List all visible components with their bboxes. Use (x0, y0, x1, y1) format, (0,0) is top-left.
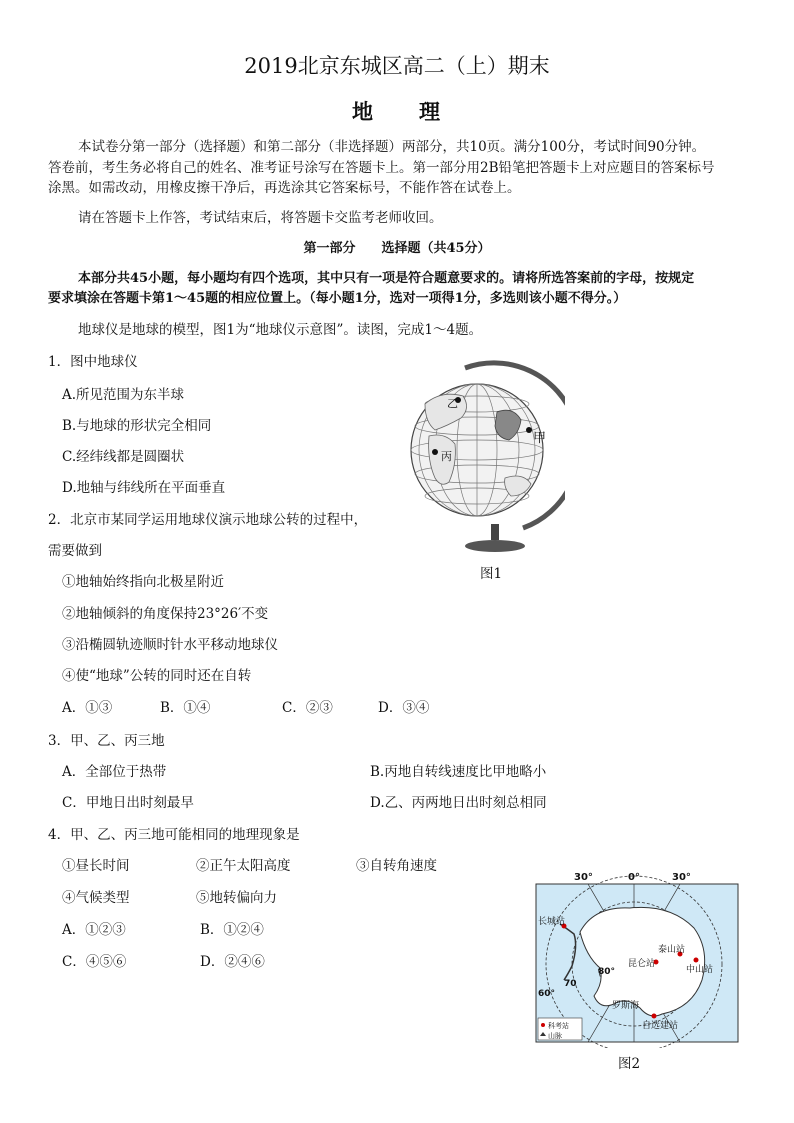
antarctica-map (530, 868, 744, 1048)
q4-item-3: ③自转角速度 (356, 858, 437, 874)
point-yi-label: 乙 (447, 397, 458, 410)
q1-option-b: B.与地球的形状完全相同 (62, 418, 212, 434)
q1-option-d: D.地轴与纬线所在平面垂直 (62, 480, 226, 496)
legend-station-label: 科考站 (548, 1022, 569, 1030)
lon-label-left: 30° (574, 872, 593, 883)
instructions-line-1: 本试卷分第一部分（选择题）和第二部分（非选择题）两部分，共10页。满分100分，考试时间90分钟。 (78, 139, 706, 155)
globe-stand-post (491, 524, 499, 540)
part1-desc-2: 要求填涂在答题卡第1～45题的相应位置上。（每小题1分，选对一项得1分，多选则该小题不得分。） (48, 291, 627, 306)
station-taishan-label: 泰山站 (658, 945, 686, 955)
part1-heading: 第一部分 选择题（共45分） (303, 241, 491, 256)
subject-char-b: 理 (419, 99, 442, 124)
q1-option-a: A.所见范围为东半球 (62, 387, 185, 403)
point-bing-label: 丙 (441, 450, 452, 463)
figure2-caption: 图2 (618, 1056, 641, 1072)
q4-option-b: B．①②④ (200, 922, 264, 938)
subject-title (0, 96, 794, 126)
q3-option-c: C．甲地日出时刻最早 (62, 795, 194, 811)
lon-label-mid: 0° (628, 872, 640, 883)
station-kunlun-label: 昆仑站 (628, 959, 656, 969)
part1-intro: 地球仪是地球的模型，图1为“地球仪示意图”。读图，完成1～4题。 (78, 322, 483, 338)
q4-option-d: D．②④⑥ (200, 954, 265, 970)
sea-ross-label: 罗斯海 (612, 1001, 640, 1011)
figure1-caption: 图1 (480, 566, 503, 582)
instructions-line-2: 答卷前，考生务必将自己的姓名、准考证号涂写在答题卡上。第一部分用2B铅笔把答题卡上对应题目的答案标号 (48, 160, 715, 176)
station-new-marker (652, 1014, 657, 1019)
q3-option-a: A．全部位于热带 (62, 764, 167, 780)
station-changcheng-label: 长城站 (538, 917, 566, 927)
lat-label-60: 60° (538, 989, 556, 999)
point-jia-marker (526, 427, 532, 433)
point-jia-label: 甲 (533, 431, 547, 446)
q4-item-2: ②正午太阳高度 (196, 858, 291, 874)
q2-item-4: ④使“地球”公转的同时还在自转 (62, 668, 252, 684)
q2-item-2: ②地轴倾斜的角度保持23°26′不变 (62, 606, 269, 622)
q1-stem: 1．图中地球仪 (48, 354, 138, 370)
q4-item-1: ①昼长时间 (62, 858, 130, 874)
lat-label-70: 70 (564, 979, 577, 989)
subject-char-a: 地 (352, 99, 375, 124)
q3-option-b: B.丙地自转线速度比甲地略小 (370, 764, 547, 780)
station-zhongshan-label: 中山站 (686, 965, 714, 975)
globe-stand-base (465, 540, 525, 552)
q4-item-5: ⑤地转偏向力 (196, 890, 277, 906)
q2-stem-2: 需要做到 (48, 543, 102, 559)
lat-label-80: 80° (598, 967, 616, 977)
point-bing-marker (432, 449, 438, 455)
instructions-line-3: 涂黑。如需改动，用橡皮擦干净后，再选涂其它答案标号，不能作答在试卷上。 (48, 180, 521, 196)
q2-item-1: ①地轴始终指向北极星附近 (62, 574, 224, 590)
q2-stem-1: 2．北京市某同学运用地球仪演示地球公转的过程中， (48, 512, 368, 528)
q2-option-a: A．①③ (62, 700, 113, 716)
station-zhongshan-marker (694, 958, 699, 963)
q4-stem: 4．甲、乙、丙三地可能相同的地理现象是 (48, 827, 300, 843)
page-title: 2019北京东城区高二（上）期末 (244, 54, 550, 78)
part1-desc-1: 本部分共45小题，每小题均有四个选项，其中只有一项是符合题意要求的。请将所选答案前的字母，按规定 (78, 271, 695, 286)
q1-option-c: C.经纬线都是圆圈状 (62, 449, 185, 465)
legend-mountain-label: 山脉 (548, 1032, 562, 1040)
q4-item-4: ④气候类型 (62, 890, 130, 906)
q4-option-a: A．①②③ (62, 922, 126, 938)
q2-item-3: ③沿椭圆轨迹顺时针水平移动地球仪 (62, 637, 278, 653)
q3-stem: 3．甲、乙、丙三地 (48, 733, 165, 749)
lon-label-right: 30° (672, 872, 691, 883)
q2-option-d: D．③④ (378, 700, 430, 716)
instructions-line-4: 请在答题卡上作答，考试结束后，将答题卡交监考老师收回。 (78, 210, 443, 226)
q3-option-d: D.乙、丙两地日出时刻总相同 (370, 795, 547, 811)
q4-option-c: C．④⑤⑥ (62, 954, 127, 970)
globe-figure (405, 360, 565, 560)
legend-station-icon (541, 1023, 545, 1027)
station-new-label: 自选建站 (642, 1021, 679, 1031)
q2-option-c: C．②③ (282, 700, 333, 716)
q2-option-b: B．①④ (160, 700, 211, 716)
